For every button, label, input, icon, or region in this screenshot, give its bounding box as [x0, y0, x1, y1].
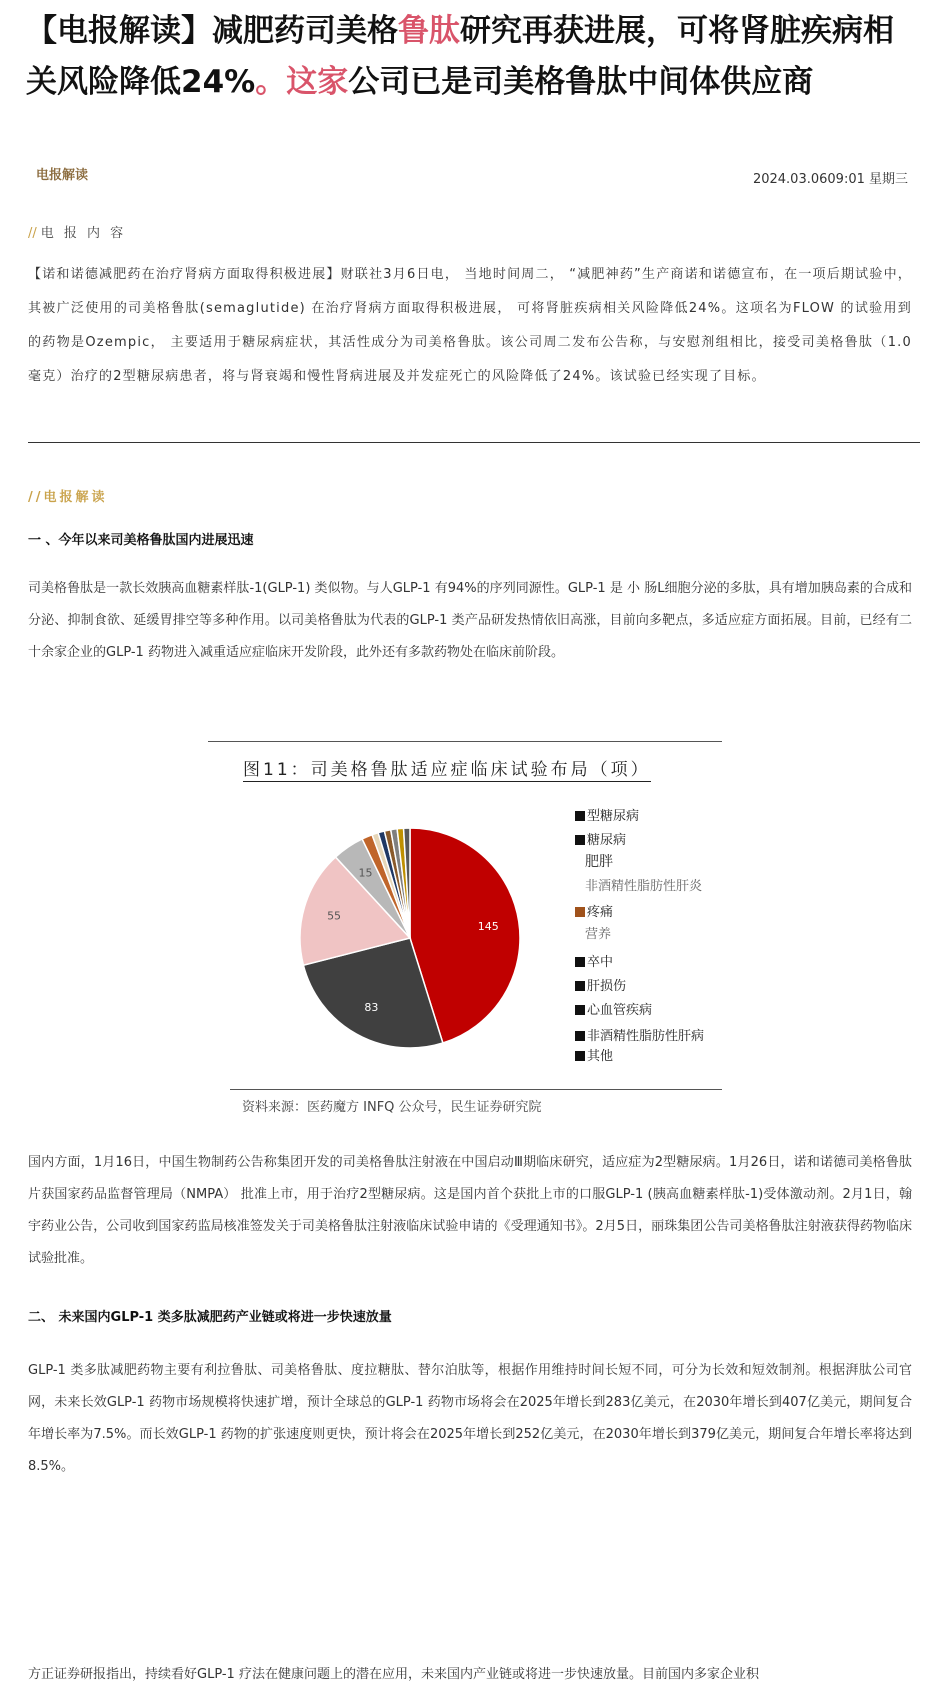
- pie-chart: [290, 818, 530, 1058]
- figure-top-rule: [208, 741, 722, 742]
- figure-title: 图11：司美格鲁肽适应症临床试验布局（项）: [243, 755, 651, 782]
- article-title: [26, 6, 916, 108]
- pie-slice-label-0: 145: [477, 920, 499, 934]
- figure-source: 资料来源：医药魔方 INFQ 公众号，民生证券研究院: [242, 1100, 542, 1115]
- pie-slice-label-3: 15: [358, 866, 373, 880]
- pie-slice-label-2: 55: [327, 909, 342, 923]
- legend-item: [585, 875, 702, 894]
- analysis-paragraph-4: 方正证券研报指出，持续看好GLP-1 疗法在健康问题上的潜在应用，未来国内产业链或将进一步快速放量。目前国内多家企业积: [28, 1667, 759, 1682]
- section-label-content: [28, 222, 126, 241]
- figure-bottom-rule: [230, 1089, 722, 1090]
- legend-item: [575, 1025, 704, 1044]
- legend-label: 肝损伤: [587, 979, 627, 994]
- legend-swatch: [575, 1031, 585, 1041]
- legend-item: [575, 829, 626, 848]
- heading-1: 一 、今年以来司美格鲁肽国内进展迅速: [28, 533, 254, 548]
- legend-label: 营养: [585, 927, 612, 942]
- news-content-paragraph: 【诺和诺德减肥药在治疗肾病方面取得积极进展】财联社3月6日电， 当地时间周二， “减肥神药”生产商诺和诺德宣布，在一项后期试验中，其被广泛使用的司美格鲁肽(semaglutide) 在治疗肾病方面取得积极进展， 可将肾脏疾病相关风险降低24%。这项名为FLOW 的试验用到的药物是Ozempic， 主要适用于糖尿病症状，其活性成分为司美格鲁肽。该公司周二发布公告称，与安慰剂组相比，接受司美格鲁肽（1.0毫克）治疗的2型糖尿病患者，将与肾衰竭和慢性肾病进展及并发症死亡的风险降低了24%。该试验已经实现了目标。: [28, 267, 912, 384]
- section-label-text: 电 报 内 容: [40, 226, 127, 241]
- title-highlight-1: 鲁肽: [398, 13, 460, 49]
- legend-item: [575, 951, 613, 970]
- legend-item: [575, 975, 626, 994]
- legend-label: 卒中: [587, 955, 614, 970]
- legend-swatch: [575, 1051, 585, 1061]
- legend-swatch: [575, 835, 585, 845]
- legend-label: 疼痛: [587, 905, 614, 920]
- analysis-paragraph-3: GLP-1 类多肽减肥药物主要有利拉鲁肽、司美格鲁肽、度拉糖肽、替尔泊肽等，根据作用维持时间长短不同，可分为长效和短效制剂。根据湃肽公司官网，未来长效GLP-1 药物市场规模将快速扩增，预计全球总的GLP-1 药物市场将会在2025年增长到283亿美元，在2030年增长到407亿美元，期间复合年增长率为7.5%。而长效GLP-1 药物的扩张速度则更快，预计将会在2025年增长到252亿美元，在2030年增长到379亿美元，期间复合年增长率将达到8.5%。: [28, 1363, 912, 1474]
- legend-label: 型糖尿病: [587, 809, 640, 824]
- legend-label: 非酒精性脂肪性肝病: [587, 1029, 705, 1044]
- analysis-paragraph-2: 国内方面，1月16日，中国生物制药公告称集团开发的司美格鲁肽注射液在中国启动Ⅲ期临床研究，适应症为2型糖尿病。1月26日，诺和诺德司美格鲁肽片获国家药品监督管理局（NMPA） 批准上市，用于治疗2型糖尿病。这是国内首个获批上市的口服GLP-1 (胰高血糖素样肽-1)受体激动剂。2月1日，翰宇药业公告，公司收到国家药监局核准签发关于司美格鲁肽注射液临床试验申请的《受理通知书》。2月5日，丽珠集团公告司美格鲁肽注射液获得药物临床试验批准。: [28, 1155, 912, 1266]
- legend-item: [585, 923, 611, 942]
- legend-label: 糖尿病: [587, 833, 627, 848]
- publish-datetime: 2024.03.0609:01 星期三: [752, 172, 908, 187]
- section-divider: [28, 442, 920, 443]
- source-label[interactable]: 电报解读: [36, 168, 89, 183]
- legend-item: [585, 851, 613, 871]
- analysis-paragraph-1: 司美格鲁肽是一款长效胰高血糖素样肽-1(GLP-1) 类似物。与人GLP-1 有94%的序列同源性。GLP-1 是 小 肠L细胞分泌的多肽，具有增加胰岛素的合成和分泌、抑制食欲、延缓胃排空等多种作用。以司美格鲁肽为代表的GLP-1 类产品研发热情依旧高涨，目前向多靶点，多适应症方面拓展。目前，已经有二十余家企业的GLP-1 药物进入减重适应症临床开发阶段，此外还有多款药物处在临床前阶段。: [28, 581, 912, 660]
- title-part-2: 研究再获进展，可将肾脏疾病相关风险降低24%: [26, 13, 894, 100]
- title-part-3: 公司已是司美格鲁肽中间体供应商: [348, 64, 814, 100]
- pie-slice-label-1: 83: [364, 1001, 379, 1015]
- legend-label: 非酒精性脂肪性肝炎: [585, 879, 703, 894]
- legend-label: 其他: [587, 1049, 614, 1064]
- legend-item: [575, 1045, 613, 1064]
- heading-2: 二、 未来国内GLP-1 类多肽减肥药产业链或将进一步快速放量: [28, 1310, 392, 1325]
- section-label-prefix: //: [28, 226, 37, 241]
- legend-item: [575, 901, 613, 920]
- title-highlight-2: 。这家: [255, 64, 349, 100]
- title-part-1: 【电报解读】减肥药司美格: [26, 13, 398, 49]
- legend-item: [575, 805, 639, 824]
- legend-label: 心血管疾病: [587, 1003, 653, 1018]
- section-label-analysis: //电报解读: [28, 490, 108, 505]
- legend-swatch: [575, 811, 585, 821]
- legend-swatch: [575, 907, 585, 917]
- legend-swatch: [575, 981, 585, 991]
- legend-swatch: [575, 957, 585, 967]
- legend-item: [575, 999, 652, 1018]
- legend-swatch: [575, 1005, 585, 1015]
- legend-label: 肥胖: [585, 854, 613, 870]
